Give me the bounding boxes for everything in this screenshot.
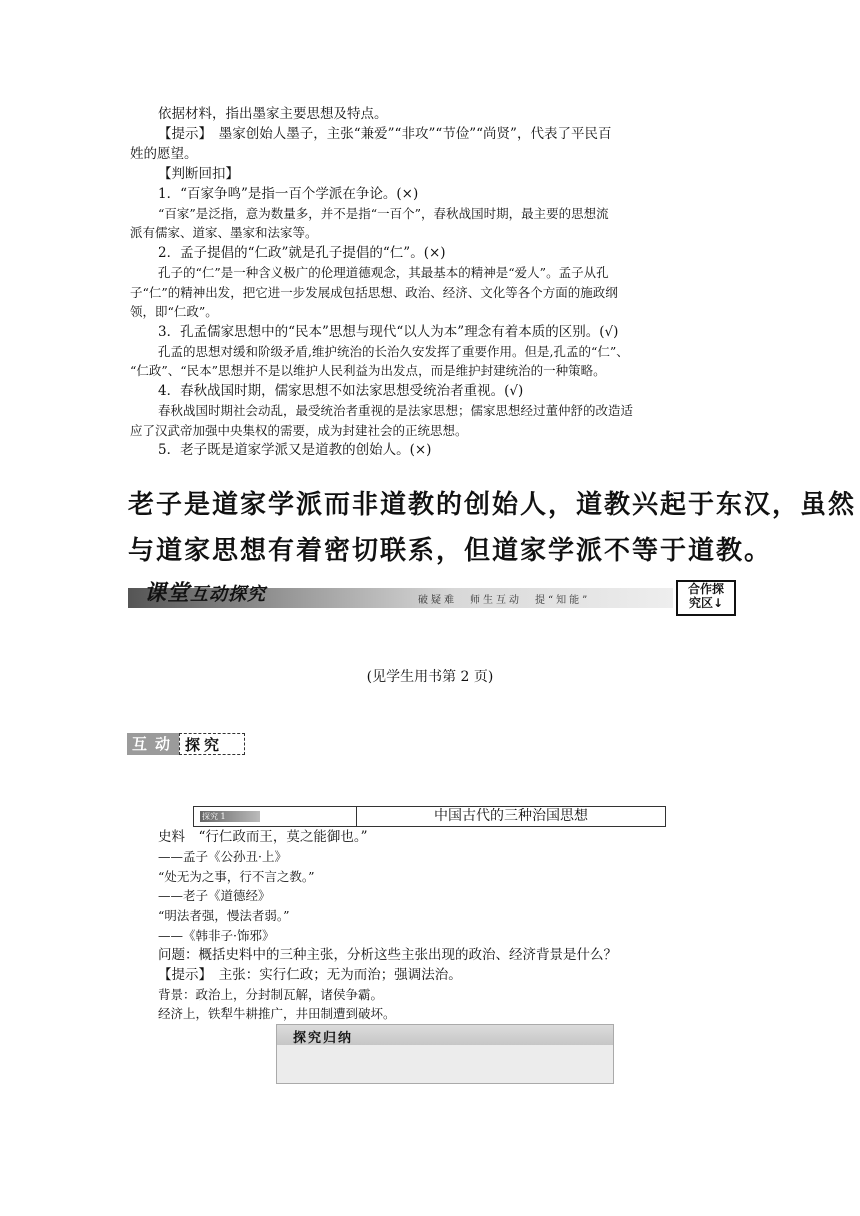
text-line: 【提示】 主张：实行仁政；无为而治；强调法治。	[158, 967, 462, 983]
highlight-line-1: 老子是道家学派而非道教的创始人，道教兴起于东汉，虽然	[128, 490, 857, 520]
text-line: 孔子的“仁”是一种含义极广的伦理道德观念，其最基本的精神是“爱人”。孟子从孔	[158, 265, 609, 280]
text-line: 领，即“仁政”。	[130, 304, 218, 319]
text-line: 2．孟子提倡的“仁政”就是孔子提倡的“仁”。(×)	[158, 245, 446, 261]
text-line: ——孟子《公孙丑·上》	[158, 849, 287, 864]
topic-title: 中国古代的三种治国思想	[434, 808, 588, 824]
text-line: “处无为之事，行不言之教。”	[158, 869, 315, 884]
text-line: 依据材料，指出墨家主要思想及特点。	[158, 106, 388, 122]
text-line: “仁政”、“民本”思想并不是以维护人民利益为出发点，而是维护封建统治的一种策略。	[130, 363, 606, 378]
topic-table	[193, 806, 666, 827]
banner-title	[144, 576, 266, 607]
text-line: 【判断回扣】	[158, 166, 239, 182]
text-line: “明法者强，慢法者弱。”	[158, 908, 290, 923]
text-line: 史料 “行仁政而王，莫之能御也。”	[158, 829, 368, 845]
text-line: 3．孔孟儒家思想中的“民本”思想与现代“以人为本”理念有着本质的区别。(√)	[158, 324, 619, 340]
banner-title-main: 课堂	[144, 580, 191, 606]
text-line: 1．“百家争鸣”是指一百个学派在争论。(×)	[158, 186, 419, 202]
text-line: 孔孟的思想对缓和阶级矛盾,维护统治的长治久安发挥了重要作用。但是,孔孟的“仁”、	[158, 344, 629, 359]
text-line: 问题：概括史料中的三种主张，分析这些主张出现的政治、经济背景是什么？	[158, 947, 617, 963]
text-line: 【提示】 墨家创始人墨子，主张“兼爱”“非攻”“节俭”“尚贤”，代表了平民百	[158, 126, 612, 142]
text-line: 春秋战国时期社会动乱，最受统治者重视的是法家思想；儒家思想经过董仲舒的改造适	[158, 403, 634, 418]
text-line: 派有儒家、道家、墨家和法家等。	[130, 225, 318, 240]
text-line: “百家”是泛指，意为数量多，并不是指“一百个”，春秋战国时期，最主要的思想流	[158, 206, 609, 221]
highlight-line-2: 与道家思想有着密切联系，但道家学派不等于道教。	[128, 536, 773, 566]
topic-badge: 探究 1	[200, 811, 260, 822]
banner-title-sub: 互动探究	[190, 584, 267, 605]
text-line: ——老子《道德经》	[158, 888, 271, 903]
banner-box-line-2: 究区↓	[688, 596, 724, 610]
banner-subtitle: 破疑难 师生互动 提“知能”	[418, 595, 591, 606]
text-line: 经济上，铁犁牛耕推广，井田制遭到破坏。	[158, 1006, 396, 1021]
section-header-gray: 互动	[127, 733, 179, 755]
text-line: 4．春秋战国时期，儒家思想不如法家思想受统治者重视。(√)	[158, 383, 524, 399]
banner-box-line-1: 合作探	[687, 582, 724, 596]
text-line: 背景：政治上，分封制瓦解，诸侯争霸。	[158, 987, 384, 1002]
text-line: 应了汉武帝加强中央集权的需要，成为封建社会的正统思想。	[130, 423, 468, 438]
banner-corner-box	[676, 580, 736, 616]
summary-box	[276, 1024, 614, 1084]
section-header-boxed: 探究	[179, 733, 245, 755]
text-line: 姓的愿望。	[130, 146, 198, 162]
text-line: 子“仁”的精神出发，把它进一步发展成包括思想、政治、经济、文化等各个方面的施政纲	[130, 285, 618, 300]
text-line: 5．老子既是道家学派又是道教的创始人。(×)	[158, 442, 432, 458]
page-reference: (见学生用书第 2 页)	[366, 669, 494, 685]
summary-title: 探究归纳	[293, 1031, 354, 1046]
text-line: ——《韩非子·饰邪》	[158, 928, 275, 943]
section-banner	[128, 576, 734, 612]
topic-table-left-cell	[194, 807, 357, 826]
